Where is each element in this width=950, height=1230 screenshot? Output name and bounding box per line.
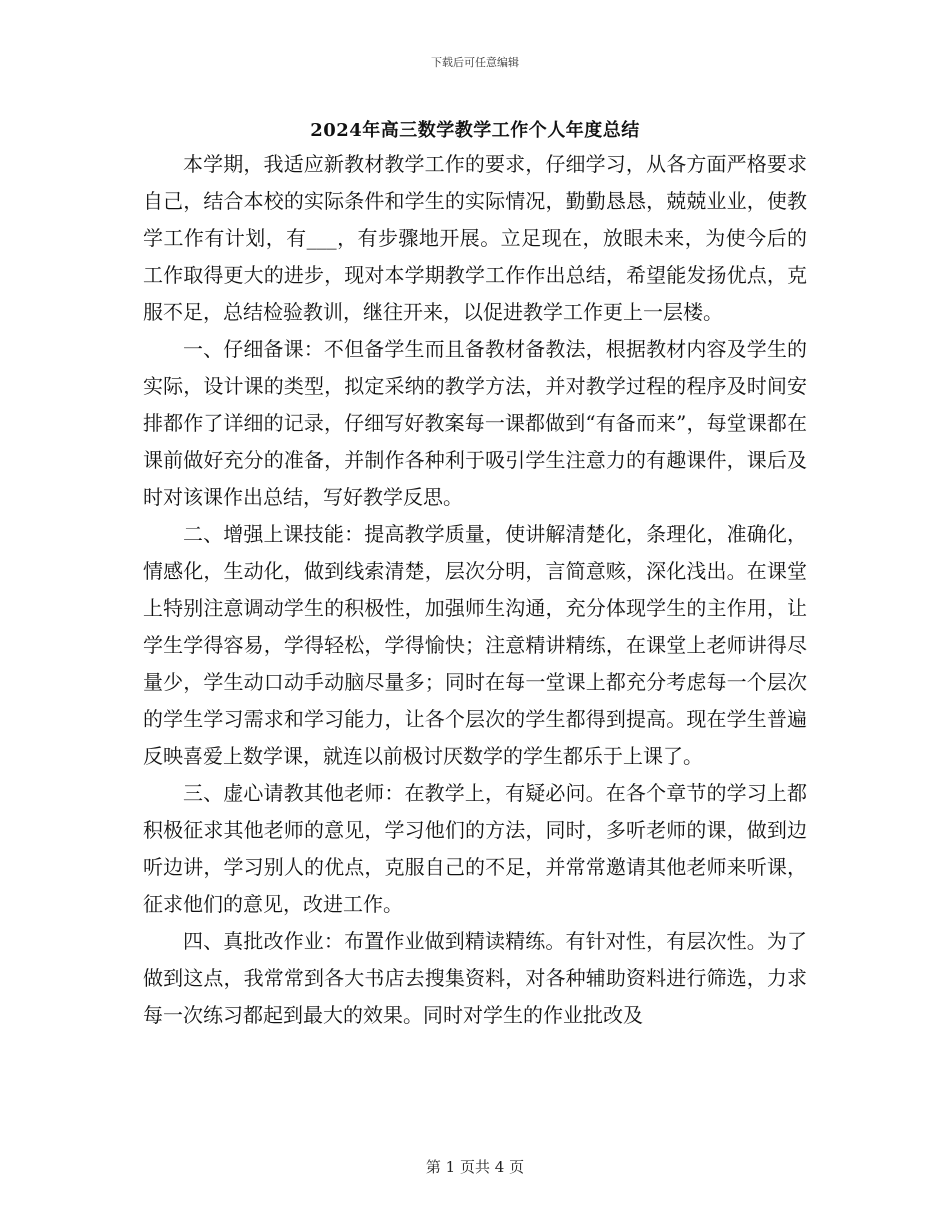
paragraph-preparation: 一、仔细备课：不但备学生而且备教材备教法，根据教材内容及学生的实际，设计课的类型，拟定采纳的教学方法，并对教学过程的程序及时间安排都作了详细的记录，仔细写好教案每一课都做到“有备而来”，每堂课都在课前做好充分的准备，并制作各种利于吸引学生注意力的有趣课件，课后及时对该课作出总结，写好教学反思。 xyxy=(143,337,807,509)
page-number-footer: 第 1 页共 4 页 xyxy=(425,1158,525,1176)
document-title: 2024年高三数学教学工作个人年度总结 xyxy=(310,120,640,141)
document-body xyxy=(143,146,807,1034)
paragraph-consult-teachers: 三、虚心请教其他老师：在教学上，有疑必问。在各个章节的学习上都积极征求其他老师的意见，学习他们的方法，同时，多听老师的课，做到边听边讲，学习别人的优点，克服自己的不足，并常常邀请其他老师来听课，征求他们的意见，改进工作。 xyxy=(143,781,807,916)
paragraph-intro: 本学期，我适应新教材教学工作的要求，仔细学习，从各方面严格要求自己，结合本校的实际条件和学生的实际情况，勤勤恳恳，兢兢业业，使教学工作有计划，有___，有步骤地开展。立足现在，放眼未来，为使今后的工作取得更大的进步，现对本学期教学工作作出总结，希望能发扬优点，克服不足，总结检验教训，继往开来，以促进教学工作更上一层楼。 xyxy=(143,152,807,324)
paragraph-homework: 四、真批改作业：布置作业做到精读精练。有针对性，有层次性。为了做到这点，我常常到各大书店去搜集资料，对各种辅助资料进行筛选，力求每一次练习都起到最大的效果。同时对学生的作业批改及 xyxy=(143,929,807,1027)
paragraph-teaching-skills: 二、增强上课技能：提高教学质量，使讲解清楚化，条理化，准确化，情感化，生动化，做到线索清楚，层次分明，言简意赅，深化浅出。在课堂上特别注意调动学生的积极性，加强师生沟通，充分体现学生的主作用，让学生学得容易，学得轻松，学得愉快；注意精讲精练，在课堂上老师讲得尽量少，学生动口动手动脑尽量多；同时在每一堂课上都充分考虑每一个层次的学生学习需求和学习能力，让各个层次的学生都得到提高。现在学生普遍反映喜爱上数学课，就连以前极讨厌数学的学生都乐于上课了。 xyxy=(143,522,807,768)
header-note: 下载后可任意编辑 xyxy=(431,56,519,69)
